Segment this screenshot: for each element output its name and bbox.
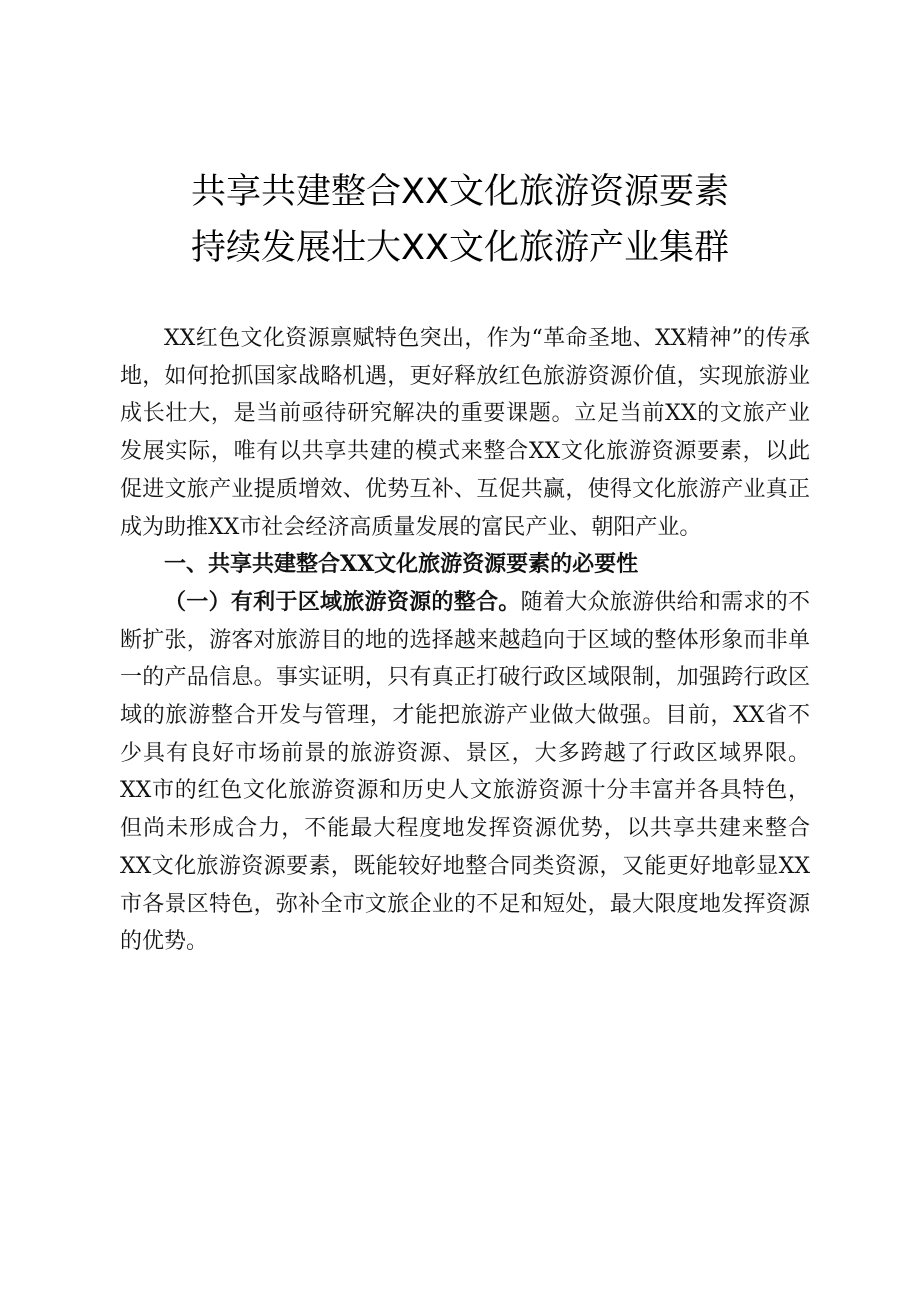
subsection-1-body: 随着大众旅游供给和需求的不断扩张，游客对旅游目的地的选择越来越趋向于区域的整体形象而非单一的产品信息。事实证明，只有真正打破行政区域限制，加强跨行政区域的旅游整合开发与管理，才能把旅游产业做大做强。目前，XX省不少具有良好市场前景的旅游资源、景区，大多跨越了行政区域界限。XX市的红色文化旅游资源和历史人文旅游资源十分丰富并各具特色，但尚未形成合力，不能最大程度地发挥资源优势，以共享共建来整合XX文化旅游资源要素，既能较好地整合同类资源，又能更好地彰显XX市各景区特色，弥补全市文旅企业的不足和短处，最大限度地发挥资源的优势。 [120,589,810,955]
title-line-2: 持续发展壮大XX文化旅游产业集群 [191,228,729,268]
subsection-1-heading: （一）有利于区域旅游资源的整合。 [164,588,521,615]
section-1-heading: 一、共享共建整合XX文化旅游资源要素的必要性 [164,551,639,578]
intro-paragraph: XX红色文化资源禀赋特色突出，作为“革命圣地、XX精神”的传承地，如何抢抓国家战略机遇，更好释放红色旅游资源价值，实现旅游业成长壮大，是当前亟待研究解决的重要课题。立足当前XX的文旅产业发展实际，唯有以共享共建的模式来整合XX文化旅游资源要素，以此促进文旅产业提质增效、优势互补、互促共赢，使得文化旅游产业真正成为助推XX市社会经济高质量发展的富民产业、朝阳产业。 [120,326,810,540]
title-line-1: 共享共建整合XX文化旅游资源要素 [191,172,729,212]
document-body [120,320,810,961]
subsection-1-paragraph [120,584,810,961]
